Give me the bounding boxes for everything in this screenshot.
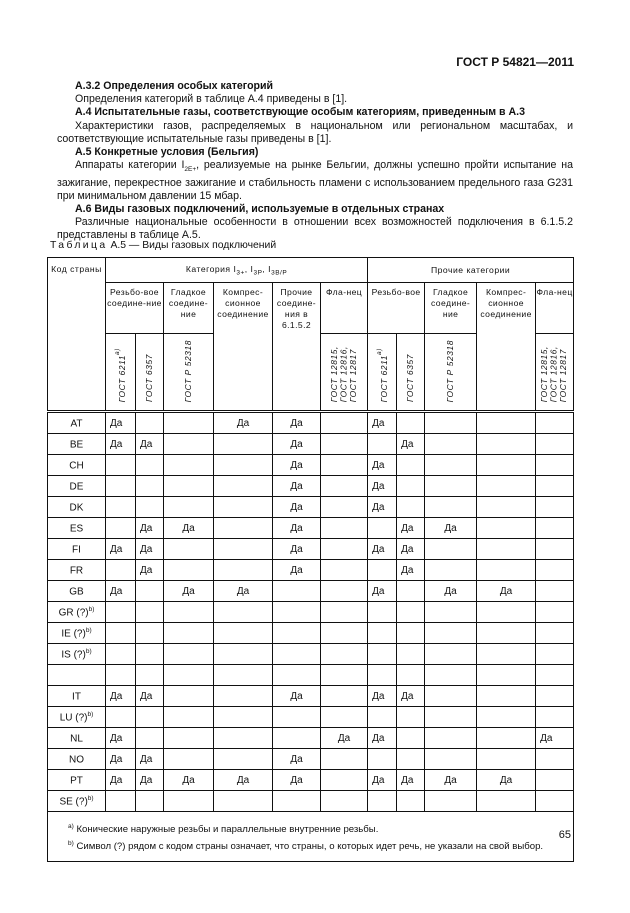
table-cell [425,434,477,455]
country-code-cell: IE (?)$^{b)}$ [48,623,106,644]
header-smooth: Гладкое соедине-ние [164,283,214,334]
std-gost-6357: ГОСТ 6357 [136,334,164,412]
country-code-cell [48,665,106,686]
table-cell [477,539,536,560]
table-cell: Да [136,749,164,770]
table-cell [536,749,574,770]
table-cell: Да [106,728,136,749]
table-cell: Да [273,497,321,518]
section-a6-title: А.6 Виды газовых подключений, используемые в отдельных странах [75,202,445,215]
table-cell: Да [397,560,425,581]
table-cell [106,518,136,539]
table-cell: Да [425,518,477,539]
table-cell [136,476,164,497]
table-cell [214,665,273,686]
table-cell [106,623,136,644]
table-row [48,602,574,623]
table-row [48,518,574,539]
table-row [48,707,574,728]
table-cell [164,434,214,455]
table-cell: Да [273,539,321,560]
table-cell [425,623,477,644]
table-cell [477,728,536,749]
table-cell [536,707,574,728]
table-cell [368,749,397,770]
table-cell: Да [368,686,397,707]
section-a5-title: А.5 Конкретные условия (Бельгия) [75,146,259,159]
table-cell [397,412,425,434]
country-code-cell: DK [48,497,106,518]
table-cell: Да [164,518,214,539]
body-text [57,80,573,243]
table-cell [425,602,477,623]
table-cell: Да [368,539,397,560]
table-cell [214,623,273,644]
table-cell [214,560,273,581]
table-footnotes [48,812,574,861]
table-cell [136,412,164,434]
table-cell [321,497,368,518]
table-cell: Да [368,455,397,476]
table-cell [106,455,136,476]
table-cell: Да [368,497,397,518]
table-cell: Да [368,770,397,791]
table-row [48,665,574,686]
table-cell [425,791,477,812]
table-cell [321,644,368,665]
table-cell: Да [164,770,214,791]
table-row [48,539,574,560]
table-cell [136,665,164,686]
table-cell [273,707,321,728]
section-a6-body: Различные национальные особенности в отношении всех возможностей подключения в 6.1.5.2 представлены в таблице А.5. [57,216,573,242]
table-cell [368,791,397,812]
table-row [48,686,574,707]
table-cell [321,434,368,455]
table-cell [164,539,214,560]
table-cell [136,602,164,623]
country-code-cell: SE (?)$^{b)}$ [48,791,106,812]
a5-text-1: Аппараты категории I [75,159,185,172]
table-cell [164,728,214,749]
header-other-categories: Прочие категории [368,258,574,283]
table-cell [397,707,425,728]
section-a32-body: Определения категорий в таблице А.4 приведены в [1]. [75,93,348,106]
table-cell [397,644,425,665]
table-cell: Да [536,728,574,749]
table-cell [477,791,536,812]
table-cell [321,539,368,560]
table-cell [273,602,321,623]
table-cell [368,644,397,665]
table-row [48,560,574,581]
table-cell: Да [106,686,136,707]
table-cell: Да [368,476,397,497]
table-cell [321,560,368,581]
table-cell: Да [273,455,321,476]
header-flange: Фла-нец [321,283,368,334]
table-cell [106,602,136,623]
std-gost-r-52318: ГОСТ Р 52318 [164,334,214,412]
table-cell: Да [273,686,321,707]
table-cell: Да [397,539,425,560]
table-caption [50,240,276,251]
table-cell [136,455,164,476]
table-cell [214,455,273,476]
table-cell [397,602,425,623]
table-cell [397,665,425,686]
section-a4-body: Характеристики газов, распределяемых в национальном или региональном масштабах, и соответствующие испытательные газы приведены в [1]. [57,119,573,145]
table-cell [425,539,477,560]
table-cell [536,455,574,476]
table-cell [214,497,273,518]
table-cell [425,686,477,707]
country-code-cell: FR [48,560,106,581]
table-cell: Да [368,412,397,434]
header-threaded: Резьбо-вое соедине-ние [106,283,164,334]
table-cell: Да [214,412,273,434]
header-country-code: Код страны [48,258,106,412]
table-cell: Да [136,560,164,581]
table-cell [321,770,368,791]
table-cell [477,623,536,644]
table-cell: Да [425,581,477,602]
table-cell [273,581,321,602]
table-cell [321,665,368,686]
table-cell [536,770,574,791]
table-cell [164,707,214,728]
table-cell: Да [397,434,425,455]
table-cell: Да [273,476,321,497]
table-cell: Да [164,581,214,602]
table-cell [397,476,425,497]
table-cell [273,644,321,665]
std-gost-r-52318-2: ГОСТ Р 52318 [425,334,477,412]
table-cell [136,581,164,602]
section-a32-title: А.3.2 Определения особых категорий [75,80,274,92]
table-cell [106,497,136,518]
table-cell [273,623,321,644]
table-cell [136,728,164,749]
table-cell [164,686,214,707]
table-cell [164,623,214,644]
table-cell [425,497,477,518]
table-cell: Да [397,686,425,707]
table-row [48,412,574,434]
table-cell [321,518,368,539]
table-cell [397,728,425,749]
table-cell [477,497,536,518]
table-cell [136,707,164,728]
table-cell [477,707,536,728]
country-code-cell: DE [48,476,106,497]
page-number: 65 [558,829,571,841]
table-cell [536,791,574,812]
table-cell [536,686,574,707]
table-cell [164,644,214,665]
table-cell: Да [214,581,273,602]
country-code-cell: CH [48,455,106,476]
table-cell [214,707,273,728]
caption-prefix: Таблица [50,240,108,251]
table-cell [214,644,273,665]
country-code-cell: GR (?)$^{b)}$ [48,602,106,623]
table-cell [164,455,214,476]
table-cell [536,665,574,686]
table-cell [425,455,477,476]
country-code-cell: PT [48,770,106,791]
table-row [48,791,574,812]
table-cell [368,707,397,728]
table-row [48,497,574,518]
table-cell: Да [106,770,136,791]
std-gost-6211-2: ГОСТ 6211$^{a)}$ [368,334,397,412]
table-cell: Да [273,560,321,581]
table-cell [368,623,397,644]
table-cell [321,581,368,602]
table-cell [214,434,273,455]
table-row [48,770,574,791]
std-gost-flange-2: ГОСТ 12815, ГОСТ 12816, ГОСТ 12817 [536,334,574,412]
table-cell [536,581,574,602]
table-cell: Да [136,539,164,560]
table-cell [214,749,273,770]
table-cell: Да [214,770,273,791]
caption-text: А.5 — Виды газовых подключений [110,240,277,251]
table-cell [536,518,574,539]
table-cell [164,749,214,770]
table-cell: Да [136,770,164,791]
table-cell: Да [136,686,164,707]
table-cell [321,749,368,770]
header-flange-2: Фла-нец [536,283,574,334]
table-cell [214,686,273,707]
table-cell: Да [106,749,136,770]
table-cell [425,476,477,497]
country-code-cell: NL [48,728,106,749]
table-cell [397,497,425,518]
country-code-cell: BE [48,434,106,455]
table-cell [477,665,536,686]
table-cell [477,434,536,455]
table-cell [397,623,425,644]
table-cell [106,665,136,686]
table-cell [164,791,214,812]
table-cell: Да [106,539,136,560]
header-compression-2: Компрес-сионное соединение [477,283,536,412]
table-cell [321,707,368,728]
country-code-cell: GB [48,581,106,602]
table-cell: Да [106,412,136,434]
table-body [48,412,574,812]
table-cell [397,749,425,770]
header-compression: Компрес-сионное соединение [214,283,273,412]
a5-subscript: 2E+ [184,166,197,174]
table-cell [214,518,273,539]
table-row [48,728,574,749]
table-cell [477,476,536,497]
table-cell [425,560,477,581]
table-cell [536,602,574,623]
country-code-cell: LU (?)$^{b)}$ [48,707,106,728]
table-cell [368,560,397,581]
table-cell [477,560,536,581]
table-cell: Да [136,518,164,539]
table-cell [214,791,273,812]
table-cell [164,560,214,581]
table-cell [106,560,136,581]
table-row [48,623,574,644]
table-cell: Да [477,581,536,602]
table-cell [397,455,425,476]
table-cell [425,749,477,770]
table-cell [321,412,368,434]
table-cell [536,539,574,560]
country-code-cell: NO [48,749,106,770]
table-cell [214,728,273,749]
table-cell [477,455,536,476]
table-row [48,581,574,602]
table-cell: Да [368,728,397,749]
table-cell [214,539,273,560]
table-cell: Да [477,770,536,791]
table-row [48,476,574,497]
table-cell [477,644,536,665]
table-cell: Да [321,728,368,749]
gas-connections-table [47,257,574,862]
footnote-a: $^{a)}$ Конические наружные резьбы и параллельные внутренние резьбы. [68,823,379,836]
table-cell [536,623,574,644]
country-code-cell: AT [48,412,106,434]
table-row [48,644,574,665]
table-cell [136,644,164,665]
table-cell [536,497,574,518]
table-cell: Да [273,412,321,434]
country-code-cell: ES [48,518,106,539]
table-cell [477,602,536,623]
table-cell [273,791,321,812]
table-cell [425,728,477,749]
table-cell [425,707,477,728]
table-cell: Да [368,581,397,602]
table-cell [164,412,214,434]
table-cell [397,791,425,812]
table-cell [321,686,368,707]
table-cell: Да [106,434,136,455]
table-cell [536,644,574,665]
table-cell [477,749,536,770]
table-cell [368,434,397,455]
table-cell [106,791,136,812]
table-cell [321,791,368,812]
footnote-b: $^{b)}$ Символ (?) рядом с кодом страны означает, что страны, о которых идет речь, не указали на свой выбор. [68,839,544,852]
a5-text-2: , реализуемые на рынке Бельгии, должны успешно пройти испытание на зажигание, перекрестное зажигание и стабильность пламени с использованием предельного газа G231 при минимальном давлении 15 мбар. [57,159,573,202]
table-cell: Да [106,581,136,602]
table-row [48,749,574,770]
table-cell: Да [425,770,477,791]
table-cell: Да [273,749,321,770]
table-cell: Да [273,434,321,455]
table-cell [136,497,164,518]
std-gost-flange: ГОСТ 12815, ГОСТ 12816, ГОСТ 12817 [321,334,368,412]
section-a4-title: А.4 Испытательные газы, соответствующие особым категориям, приведенным в А.3 [75,106,525,119]
std-gost-6357-2: ГОСТ 6357 [397,334,425,412]
table-cell [477,412,536,434]
section-a5-body [57,159,573,203]
table-cell [477,518,536,539]
table-cell [536,412,574,434]
table-cell [106,644,136,665]
table-cell [164,665,214,686]
table-cell [214,476,273,497]
table-cell [368,602,397,623]
table-cell [321,623,368,644]
header-other-connections: Прочие соедине-ния в 6.1.5.2 [273,283,321,412]
table-cell [273,665,321,686]
table-cell: Да [136,434,164,455]
country-code-cell: IT [48,686,106,707]
table-cell [136,623,164,644]
table-cell [164,497,214,518]
table-cell [536,434,574,455]
table-cell: Да [273,770,321,791]
table-cell [321,476,368,497]
table-cell [106,707,136,728]
table-cell [425,412,477,434]
country-code-cell: IS (?)$^{b)}$ [48,644,106,665]
table-cell [321,602,368,623]
table-cell [136,791,164,812]
table-cell [536,560,574,581]
table-cell [321,455,368,476]
table-cell [164,602,214,623]
table-cell [273,728,321,749]
table-cell [425,665,477,686]
table-row [48,434,574,455]
table-cell [368,518,397,539]
table-cell [425,644,477,665]
table-cell [214,602,273,623]
header-smooth-2: Гладкое соедине-ние [425,283,477,334]
table-cell: Да [397,518,425,539]
table-cell: Да [397,770,425,791]
header-threaded-2: Резьбо-вое [368,283,425,334]
table-cell [368,665,397,686]
header-category-i3: Категория $I_{3+}$, $I_{3P}$, $I_{3B/P}$ [106,258,368,283]
country-code-cell: FI [48,539,106,560]
table-cell [397,581,425,602]
table-cell [536,476,574,497]
std-gost-6211: ГОСТ 6211$^{a)}$ [106,334,136,412]
document-id: ГОСТ Р 54821—2011 [456,55,574,69]
table-row [48,455,574,476]
table-cell [106,476,136,497]
table-cell: Да [273,518,321,539]
table-cell [477,686,536,707]
table-cell [164,476,214,497]
